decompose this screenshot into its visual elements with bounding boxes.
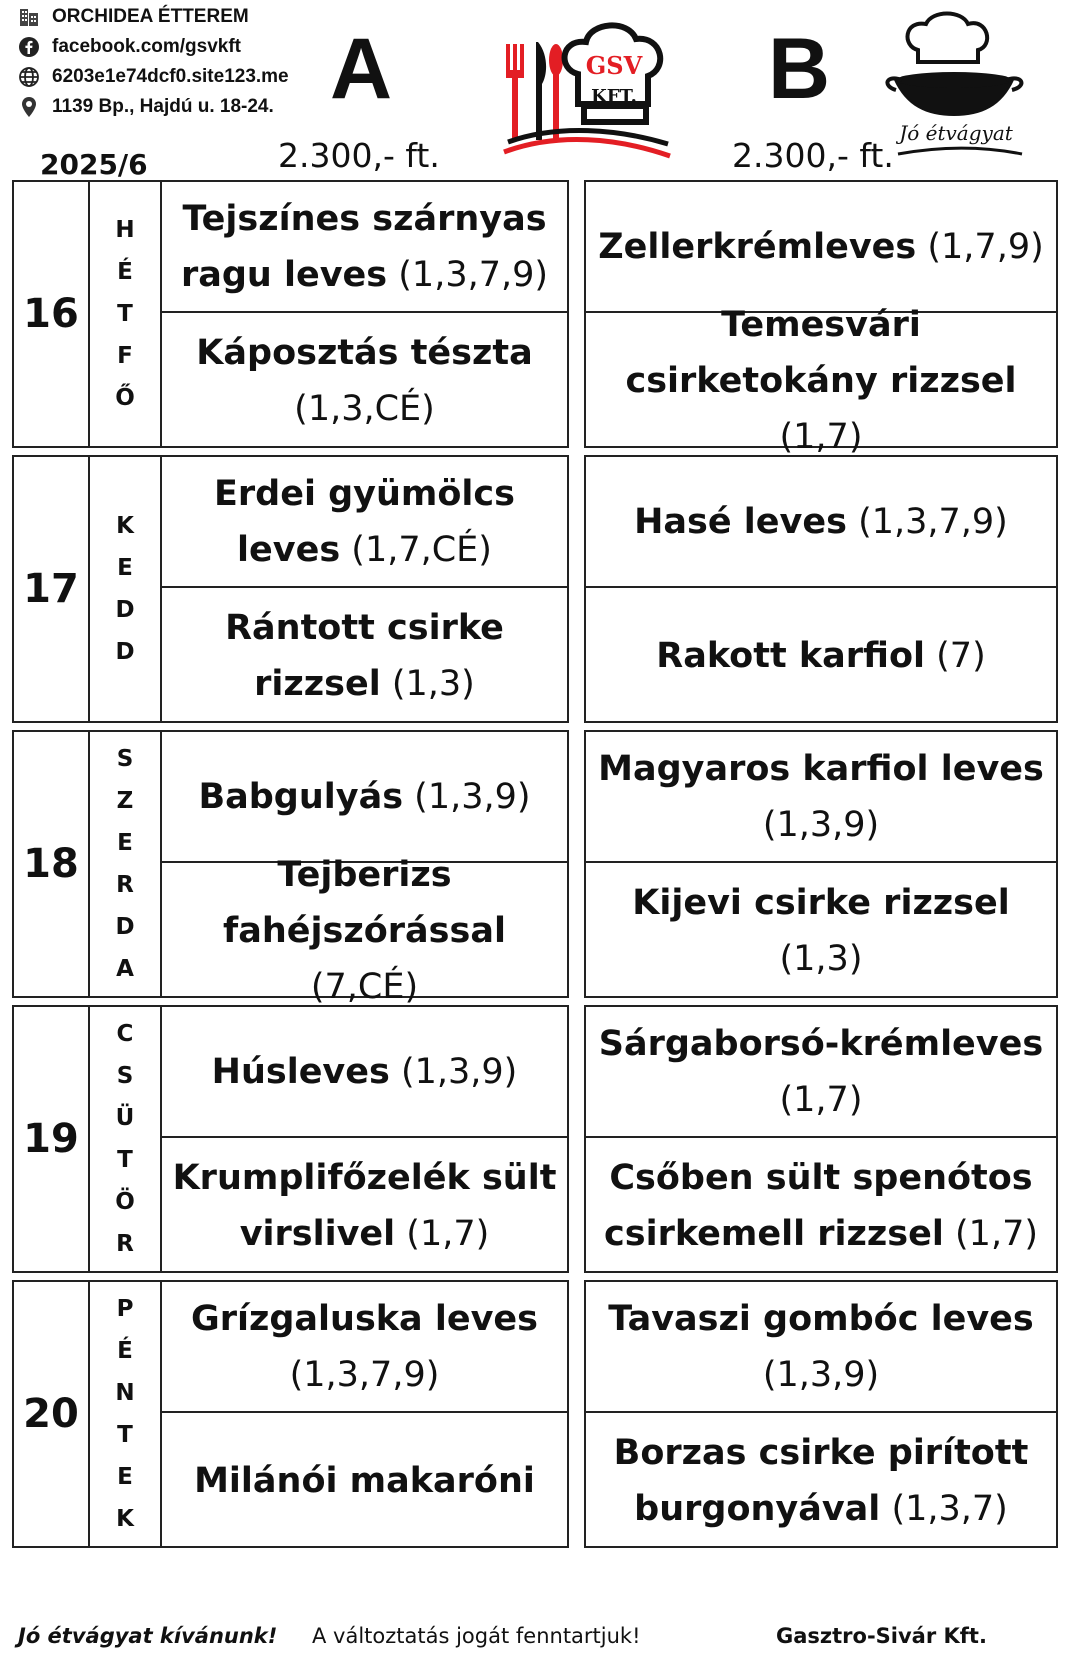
menu-b-box <box>584 455 1058 723</box>
day-name-letter: Ö <box>115 1189 135 1215</box>
allergen-codes: (1,3,9) <box>414 776 531 817</box>
day-row <box>12 180 1060 457</box>
dish-name: Temesvári csirketokány rizzsel <box>625 304 1017 401</box>
logo-text-2: KFT. <box>591 86 637 107</box>
day-row <box>12 455 1060 723</box>
allergen-codes: (1,7) <box>779 416 863 457</box>
allergen-codes: (1,3,7,9) <box>398 254 549 295</box>
address-row <box>18 96 274 118</box>
dish-name: Tavaszi gombóc leves <box>608 1298 1034 1339</box>
day-row <box>12 1280 1060 1548</box>
menu-a-box <box>12 1005 569 1273</box>
allergen-codes: (1,3) <box>391 663 475 704</box>
footer-greeting: Jó étvágyat kívánunk! <box>18 1624 278 1648</box>
fork-icon <box>506 44 524 138</box>
allergen-codes: (1,7) <box>779 1079 863 1120</box>
menu-b-price: 2.300,- ft. <box>732 136 894 175</box>
chef-pot-logo <box>882 10 1032 170</box>
globe-icon <box>18 66 40 88</box>
day-name-letter: P <box>116 1296 134 1322</box>
menu-b-soup <box>586 732 1056 863</box>
menu-a-main <box>162 590 567 721</box>
menu-b-soup <box>586 1007 1056 1138</box>
allergen-codes: (7) <box>936 635 986 676</box>
menu-b-soup <box>586 457 1056 588</box>
day-name-letter: K <box>116 1506 134 1532</box>
day-name-letter: D <box>115 914 135 940</box>
dish-name: Magyaros karfiol leves <box>598 748 1044 789</box>
menu-a-box <box>12 1280 569 1548</box>
day-name-vertical <box>90 457 162 721</box>
dish-name: Káposztás tészta <box>196 332 533 373</box>
dish-name: Rakott karfiol <box>656 635 926 676</box>
menu-a-box <box>12 455 569 723</box>
day-name-letter: K <box>116 513 134 539</box>
facebook-icon <box>18 36 40 58</box>
website-row <box>18 66 289 88</box>
allergen-codes: (1,7,CÉ) <box>351 529 492 570</box>
menu-b-box <box>584 180 1058 457</box>
allergen-codes: (1,3,7,9) <box>289 1354 440 1395</box>
menu-b-box <box>584 730 1058 998</box>
menu-a-price: 2.300,- ft. <box>278 136 440 175</box>
dish-name: Kijevi csirke rizzsel <box>632 882 1010 923</box>
menu-b-soup <box>586 182 1056 313</box>
menu-a-soup <box>162 1282 567 1413</box>
allergen-codes: (1,7) <box>955 1213 1038 1254</box>
day-name-letter: A <box>116 956 134 982</box>
day-name-letter: F <box>117 343 133 369</box>
day-name-letter: Z <box>116 788 134 814</box>
menu-a-main <box>162 1415 567 1546</box>
dish-name: Tejszínes szárnyas ragu leves <box>180 198 547 295</box>
allergen-codes: (1,3,7) <box>891 1488 1008 1529</box>
footer-notice: A változtatás jogát fenntartjuk! <box>312 1624 641 1648</box>
menu-a-soup <box>162 732 567 863</box>
allergen-codes: (1,3,9) <box>762 804 880 845</box>
dish-name: Erdei gyümölcs leves <box>213 473 516 570</box>
menu-b-letter: B <box>768 21 831 117</box>
day-name-letter: T <box>117 1147 133 1173</box>
day-number: 20 <box>14 1282 90 1546</box>
spoon-icon <box>549 44 563 140</box>
dish-name: Csőben sült spenótos csirkemell rizzsel <box>604 1157 1033 1254</box>
day-name-vertical <box>90 732 162 996</box>
menu-a-letter: A <box>330 21 393 117</box>
day-name-letter: E <box>117 830 133 856</box>
day-name-letter: R <box>116 1231 134 1257</box>
day-row <box>12 730 1060 1007</box>
day-name-vertical <box>90 1282 162 1546</box>
menu-b-main <box>586 865 1056 996</box>
allergen-codes: (1,7,9) <box>927 226 1044 267</box>
day-number: 18 <box>14 732 90 996</box>
day-number: 19 <box>14 1007 90 1271</box>
dish-name: Húsleves <box>211 1051 390 1092</box>
menu-a-box <box>12 730 569 1007</box>
day-name-letter: D <box>115 597 135 623</box>
day-name-letter: Ő <box>115 385 135 411</box>
dish-name: Borzas csirke pirított burgonyával <box>613 1432 1029 1529</box>
menu-a-main <box>162 1140 567 1271</box>
dish-name: Hasé leves <box>634 501 847 542</box>
allergen-codes: (1,3) <box>779 938 863 979</box>
day-name-letter: E <box>117 555 133 581</box>
building-icon <box>18 6 40 28</box>
footer-company: Gasztro-Sivár Kft. <box>776 1624 987 1648</box>
allergen-codes: (7,CÉ) <box>310 966 419 1007</box>
logo-tagline: Jó étvágyat <box>899 121 1013 145</box>
menu-a-soup <box>162 457 567 588</box>
allergen-codes: (1,3,9) <box>762 1354 880 1395</box>
day-name-letter: É <box>117 1338 133 1364</box>
menu-a-main <box>162 315 567 446</box>
dish-name: Sárgaborsó-krémleves <box>598 1023 1044 1064</box>
menu-b-main <box>586 1415 1056 1546</box>
day-name-vertical <box>90 1007 162 1271</box>
menu-a-main <box>162 854 567 1007</box>
menu-b-main <box>586 304 1056 457</box>
day-name-letter: E <box>117 1464 133 1490</box>
website-link[interactable]: 6203e1e74dcf0.site123.me <box>52 66 289 87</box>
dish-name: Grízgaluska leves <box>191 1298 538 1339</box>
location-pin-icon <box>18 96 40 118</box>
restaurant-name-row <box>18 6 249 28</box>
day-row <box>12 1005 1060 1273</box>
day-name-letter: C <box>116 1021 134 1047</box>
day-name-letter: T <box>117 301 133 327</box>
dish-name: Zellerkrémleves <box>598 226 917 267</box>
address-text: 1139 Bp., Hajdú u. 18-24. <box>52 96 274 117</box>
day-name-letter: Ü <box>115 1105 135 1131</box>
day-name-vertical <box>90 182 162 446</box>
day-name-letter: N <box>115 1380 135 1406</box>
day-name-letter: S <box>116 746 134 772</box>
menu-b-box <box>584 1280 1058 1548</box>
dish-name: Tejberizs fahéjszórással <box>223 854 506 951</box>
dish-name: Babgulyás <box>198 776 404 817</box>
week-label: 2025/6 <box>40 148 148 181</box>
menu-a-soup <box>162 1007 567 1138</box>
allergen-codes: (1,7) <box>406 1213 490 1254</box>
day-name-letter: R <box>116 872 134 898</box>
day-name-letter: S <box>116 1063 134 1089</box>
gsv-logo <box>498 14 678 174</box>
day-name-letter: H <box>115 217 135 243</box>
menu-b-main <box>586 590 1056 721</box>
allergen-codes: (1,3,7,9) <box>858 501 1008 542</box>
day-name-letter: D <box>115 639 135 665</box>
day-number: 16 <box>14 182 90 446</box>
day-number: 17 <box>14 457 90 721</box>
allergen-codes: (1,3,CÉ) <box>294 388 435 429</box>
allergen-codes: (1,3,9) <box>400 1051 518 1092</box>
menu-b-main <box>586 1140 1056 1271</box>
dish-name: Milánói makaróni <box>194 1460 535 1501</box>
facebook-row <box>18 36 241 58</box>
knife-icon <box>536 42 546 140</box>
logo-text-1: GSV <box>585 51 643 80</box>
dish-name: Rántott csirke rizzsel <box>225 607 504 704</box>
restaurant-name: ORCHIDEA ÉTTEREM <box>52 6 249 27</box>
facebook-link[interactable]: facebook.com/gsvkft <box>52 36 241 57</box>
day-name-letter: T <box>117 1422 133 1448</box>
day-name-letter: É <box>117 259 133 285</box>
menu-b-box <box>584 1005 1058 1273</box>
menu-b-soup <box>586 1282 1056 1413</box>
menu-a-soup <box>162 182 567 313</box>
dish-name: Krumplifőzelék sült virslivel <box>172 1157 557 1254</box>
menu-a-box <box>12 180 569 448</box>
